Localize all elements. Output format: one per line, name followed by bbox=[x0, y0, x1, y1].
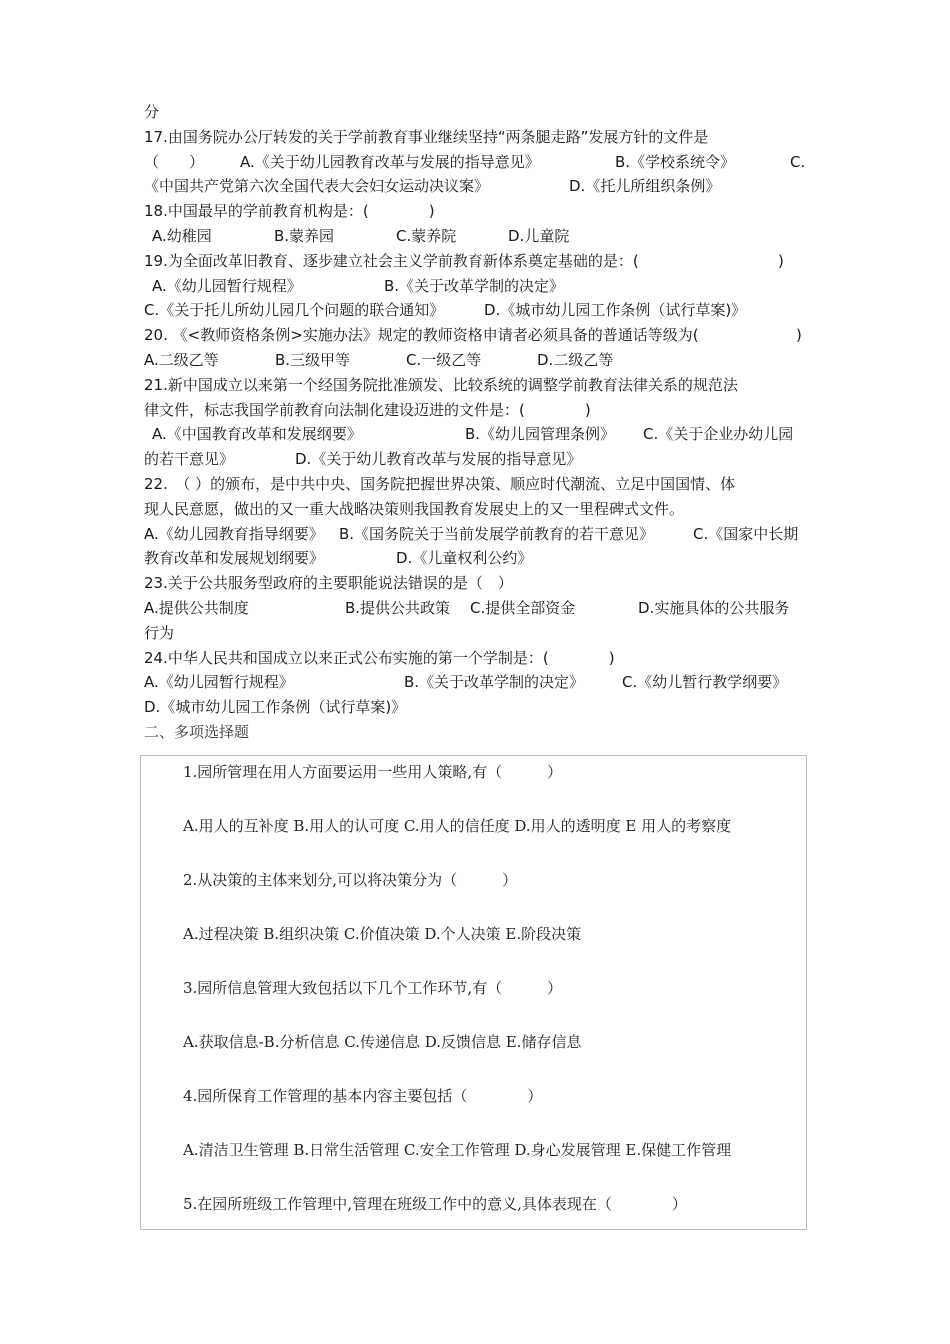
answer-blank-close: ) bbox=[778, 251, 784, 270]
mc-question-4-options: A.清洁卫生管理 B.日常生活管理 C.安全工作管理 D.身心发展管理 E.保健工作管理 bbox=[183, 1141, 732, 1159]
option-a: A.二级乙等 bbox=[144, 350, 219, 369]
mc-question-4: 4.园所保育工作管理的基本内容主要包括（ ） bbox=[183, 1087, 543, 1105]
question-17-stem: 17.由国务院办公厅转发的关于学前教育事业继续坚持“两条腿走路”发展方针的文件是 bbox=[144, 127, 709, 146]
option-d: D.二级乙等 bbox=[537, 350, 614, 369]
option-b: B.蒙养园 bbox=[274, 226, 335, 245]
option-b: B.《国务院关于当前发展学前教育的若干意见》 bbox=[339, 524, 655, 543]
option-b: B.《关于改革学制的决定》 bbox=[384, 276, 565, 295]
option-a: A.《幼儿园暂行规程》 bbox=[152, 276, 302, 295]
question-21-options-row1 bbox=[144, 422, 814, 447]
option-b: B.三级甲等 bbox=[275, 350, 351, 369]
question-20-options bbox=[144, 348, 814, 373]
question-17-options-row2 bbox=[144, 174, 814, 199]
question-21-stem-line2: 律文件，标志我国学前教育向法制化建设迈进的文件是：( ) bbox=[144, 400, 591, 419]
question-20-stem bbox=[144, 323, 814, 348]
option-d: D.儿童院 bbox=[508, 226, 570, 245]
question-18-stem: 18.中国最早的学前教育机构是：( ) bbox=[144, 202, 435, 221]
question-24-options-row1 bbox=[144, 670, 814, 695]
option-d-continued: 行为 bbox=[144, 623, 175, 642]
option-d: D.《托儿所组织条例》 bbox=[569, 177, 721, 196]
multiple-choice-box bbox=[140, 755, 807, 1230]
answer-blank-close: ) bbox=[796, 326, 802, 345]
option-a: A.《关于幼儿园教育改革与发展的指导意见》 bbox=[240, 152, 540, 171]
option-a: A.《中国教育改革和发展纲要》 bbox=[152, 425, 362, 444]
mc-question-5: 5.在园所班级工作管理中,管理在班级工作中的意义,具体表现在（ ） bbox=[183, 1195, 687, 1213]
question-22-options-row2 bbox=[144, 546, 814, 571]
section-two-heading: 二、多项选择题 bbox=[144, 722, 250, 741]
option-a: A.《幼儿园暂行规程》 bbox=[144, 673, 294, 692]
question-17-options-row1 bbox=[144, 150, 814, 175]
question-23-options-row1 bbox=[144, 596, 814, 621]
mc-question-1: 1.园所管理在用人方面要运用一些用人策略,有（ ） bbox=[183, 763, 563, 781]
option-b: B.《幼儿园管理条例》 bbox=[465, 425, 616, 444]
option-c: C.《幼儿暂行教学纲要》 bbox=[622, 673, 788, 692]
option-d: D.实施具体的公共服务 bbox=[638, 598, 790, 617]
page-fragment: 分 bbox=[144, 103, 160, 121]
option-c-prefix: C. bbox=[790, 152, 806, 171]
option-a: A.幼稚园 bbox=[152, 226, 212, 245]
option-c-continued: 的若干意见》 bbox=[144, 450, 235, 469]
question-24-stem: 24.中华人民共和国成立以来正式公布实施的第一个学制是：( ) bbox=[144, 648, 615, 667]
mc-question-2: 2.从决策的主体来划分,可以将决策分为（ ） bbox=[183, 871, 518, 889]
mc-question-1-options: A.用人的互补度 B.用人的认可度 C.用人的信任度 D.用人的透明度 E 用人的考察度 bbox=[183, 817, 732, 835]
mc-question-3: 3.园所信息管理大致包括以下几个工作环节,有（ ） bbox=[183, 979, 563, 997]
option-b: B.《学校系统令》 bbox=[615, 152, 736, 171]
question-18-options bbox=[144, 224, 814, 249]
single-choice-section bbox=[144, 100, 814, 745]
option-d: D.《城市幼儿园工作条例（试行草案)》 bbox=[144, 698, 407, 717]
question-19-stem bbox=[144, 249, 814, 274]
option-c: C.《国家中长期 bbox=[693, 524, 799, 543]
question-22-options-row1 bbox=[144, 522, 814, 547]
option-c-continued: 教育改革和发展规划纲要》 bbox=[144, 549, 325, 568]
option-d: D.《儿童权利公约》 bbox=[396, 549, 533, 568]
option-b: B.《关于改革学制的决定》 bbox=[404, 673, 585, 692]
option-c: C.蒙养院 bbox=[396, 226, 457, 245]
option-a: A.提供公共制度 bbox=[144, 598, 249, 617]
option-c: 《中国共产党第六次全国代表大会妇女运动决议案》 bbox=[144, 177, 490, 196]
option-d: D.《关于幼儿教育改革与发展的指导意见》 bbox=[295, 450, 582, 469]
option-d: D.《城市幼儿园工作条例（试行草案)》 bbox=[484, 301, 747, 320]
question-23-stem: 23.关于公共服务型政府的主要职能说法错误的是（ ） bbox=[144, 574, 513, 593]
mc-question-3-options: A.获取信息-B.分析信息 C.传递信息 D.反馈信息 E.储存信息 bbox=[183, 1033, 582, 1051]
option-a: A.《幼儿园教育指导纲要》 bbox=[144, 524, 324, 543]
question-22-stem-line1: 22. （ ）的颁布，是中共中央、国务院把握世界决策、顺应时代潮流、立足中国国情、体 bbox=[144, 474, 736, 493]
question-19-options-row1 bbox=[144, 274, 814, 299]
question-20-text: 20. 《<教师资格条例>实施办法》规定的教师资格申请者必须具备的普通话等级为( bbox=[144, 326, 699, 345]
option-b: B.提供公共政策 bbox=[345, 598, 451, 617]
option-c: C.一级乙等 bbox=[406, 350, 482, 369]
option-c: C.《关于企业办幼儿园 bbox=[643, 425, 794, 444]
question-22-stem-line2: 现人民意愿，做出的又一重大战略决策则我国教育发展史上的又一里程碑式文件。 bbox=[144, 499, 685, 518]
question-21-stem-line1: 21.新中国成立以来第一个经国务院批准颁发、比较系统的调整学前教育法律关系的规范法 bbox=[144, 375, 738, 394]
question-19-text: 19.为全面改革旧教育、逐步建立社会主义学前教育新体系奠定基础的是：( bbox=[144, 251, 639, 270]
question-19-options-row2 bbox=[144, 298, 814, 323]
option-c: C.提供全部资金 bbox=[470, 598, 576, 617]
question-21-options-row2 bbox=[144, 447, 814, 472]
option-c: C.《关于托儿所幼儿园几个问题的联合通知》 bbox=[144, 301, 445, 320]
mc-question-2-options: A.过程决策 B.组织决策 C.价值决策 D.个人决策 E.阶段决策 bbox=[183, 925, 582, 943]
answer-blank: （ ） bbox=[144, 152, 205, 171]
